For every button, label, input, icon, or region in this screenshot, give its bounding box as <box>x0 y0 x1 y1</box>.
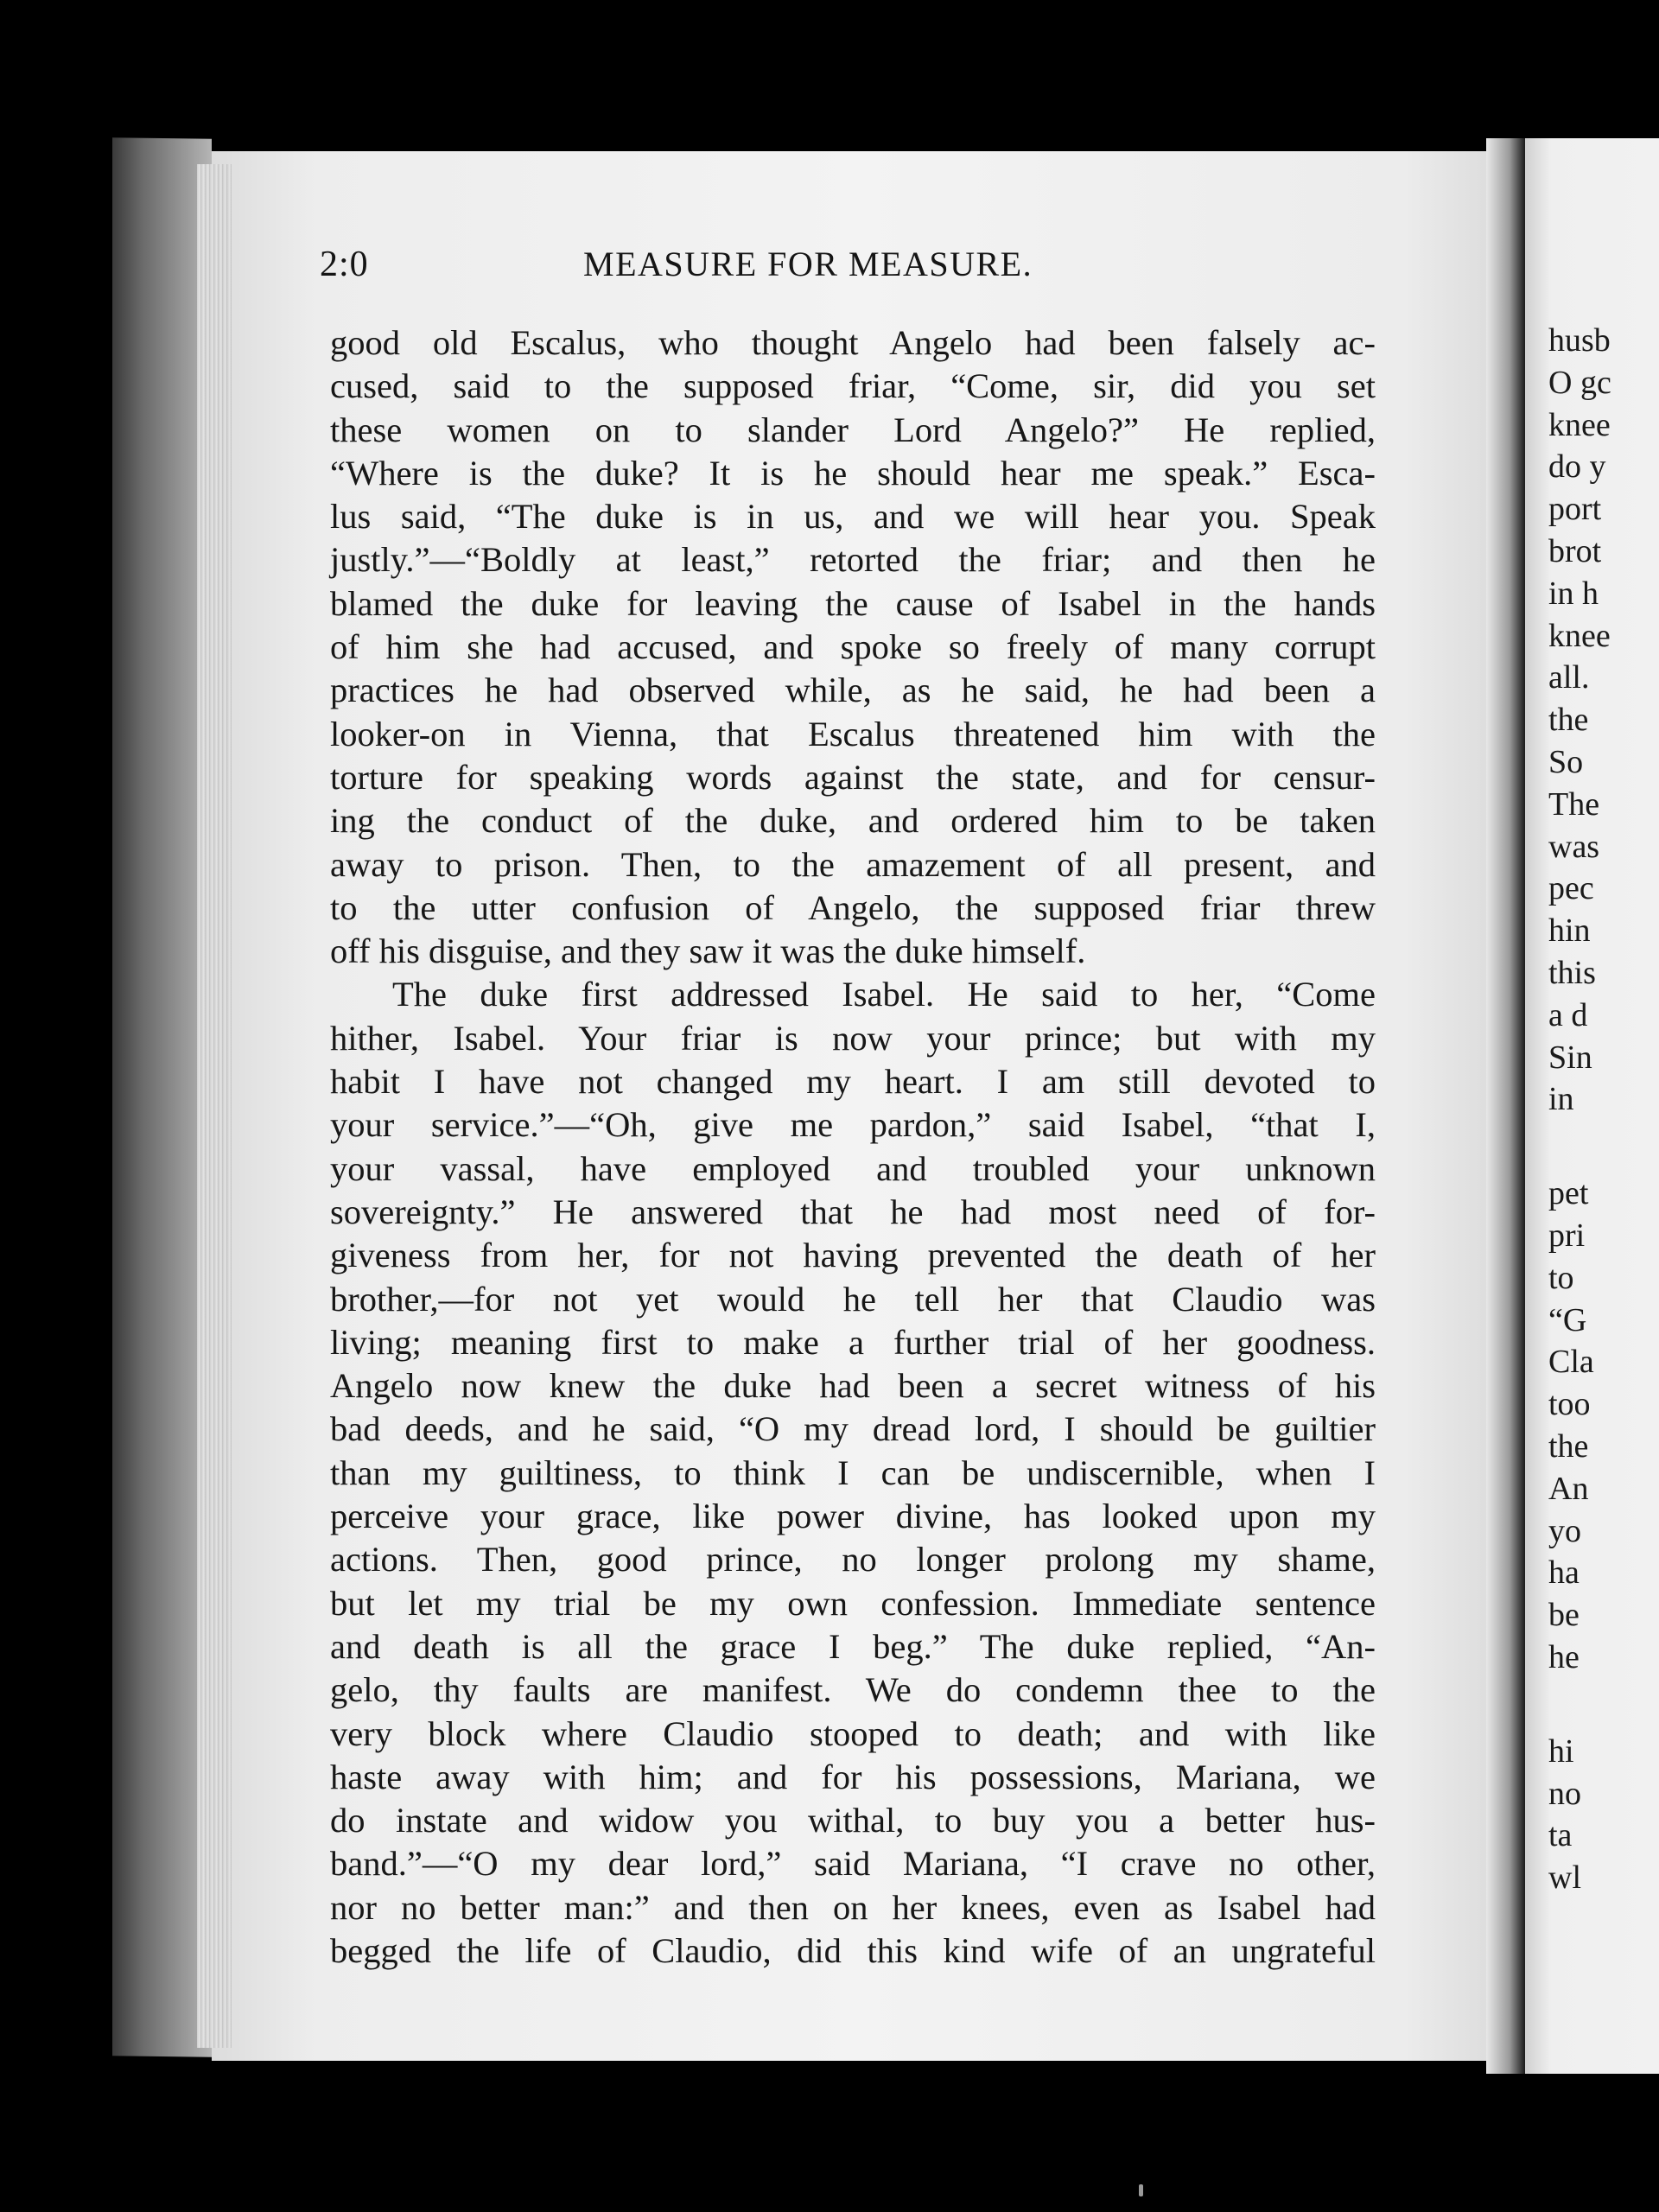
right-page-fragment: ta <box>1548 1817 1573 1854</box>
body-text <box>330 321 1376 1973</box>
right-page-fragment: hin <box>1548 912 1591 950</box>
right-page-fragment: brot <box>1548 532 1602 569</box>
text-line: good old Escalus, who thought Angelo had been falsely ac- <box>330 323 1376 362</box>
text-line: torture for speaking words against the state, and for censur- <box>330 757 1376 797</box>
page-number: 2:0 <box>320 245 369 284</box>
book-gutter <box>1486 138 1525 2074</box>
right-page-fragment: “G <box>1548 1301 1587 1338</box>
right-page-fragment: was <box>1548 828 1600 865</box>
right-page-fragment: all. <box>1548 659 1590 696</box>
text-line: hither, Isabel. Your friar is now your prince; but with my <box>330 1018 1376 1058</box>
scan-speck <box>1139 2184 1143 2196</box>
text-line: cused, said to the supposed friar, “Come, sir, did you set <box>330 366 1376 406</box>
text-line: your service.”—“Oh, give me pardon,” said Isabel, “that I, <box>330 1105 1376 1145</box>
text-line: haste away with him; and for his possessions, Mariana, we <box>330 1757 1376 1796</box>
right-page-fragment: in h <box>1548 575 1599 612</box>
text-line: ing the conduct of the duke, and ordered him to be taken <box>330 801 1376 841</box>
running-title: MEASURE FOR MEASURE. <box>583 245 1033 283</box>
text-line: nor no better man:” and then on her knees, even as Isabel had <box>330 1887 1376 1927</box>
right-page-fragment: yo <box>1548 1512 1581 1549</box>
text-line: looker-on in Vienna, that Escalus threatened him with the <box>330 714 1376 753</box>
right-page-fragment: be <box>1548 1597 1580 1634</box>
page-block-edge <box>197 164 232 2048</box>
text-line: perceive your grace, like power divine, has looked upon my <box>330 1497 1376 1536</box>
text-line: away to prison. Then, to the amazement of all present, and <box>330 844 1376 884</box>
paragraph-gap <box>1548 1679 1659 1731</box>
text-line: than my guiltiness, to think I can be undiscernible, when I <box>330 1452 1376 1492</box>
text-line: begged the life of Claudio, did this kind wife of an ungrateful <box>330 1930 1376 1970</box>
text-line: lus said, “The duke is in us, and we will hear you. Speak <box>330 497 1376 537</box>
text-line: of him she had accused, and spoke so freely of many corrupt <box>330 627 1376 667</box>
right-page-fragment: in <box>1548 1081 1574 1118</box>
right-page-fragment: So <box>1548 743 1584 780</box>
text-line: actions. Then, good prince, no longer prolong my shame, <box>330 1540 1376 1580</box>
right-page-fragment: this <box>1548 954 1596 991</box>
right-page-fragment: knee <box>1548 617 1611 654</box>
text-line: gelo, thy faults are manifest. We do condemn thee to the <box>330 1670 1376 1710</box>
right-page-fragment: pet <box>1548 1175 1589 1212</box>
text-line: sovereignty.” He answered that he had most need of for- <box>330 1192 1376 1231</box>
text-line: bad deeds, and he said, “O my dread lord, I should be guiltier <box>330 1409 1376 1449</box>
text-line: habit I have not changed my heart. I am still devoted to <box>330 1062 1376 1102</box>
right-page-fragment: wl <box>1548 1859 1581 1897</box>
text-line: off his disguise, and they saw it was the duke himself. <box>330 931 1086 971</box>
right-page-fragment: port <box>1548 491 1602 528</box>
right-page-fragment: O gc <box>1548 364 1611 401</box>
right-page-fragment: too <box>1548 1386 1591 1423</box>
right-page-fragment: ha <box>1548 1554 1580 1592</box>
paragraph-gap <box>1548 1121 1659 1173</box>
right-page-fragment: Cla <box>1548 1344 1594 1381</box>
right-page-text <box>1548 320 1659 1899</box>
text-line: and death is all the grace I beg.” The duke replied, “An- <box>330 1626 1376 1666</box>
text-line: these women on to slander Lord Angelo?” He replied, <box>330 410 1376 449</box>
text-line: blamed the duke for leaving the cause of Isabel in the hands <box>330 583 1376 623</box>
right-page-fragment: he <box>1548 1638 1580 1675</box>
right-page-fragment: to <box>1548 1259 1574 1296</box>
right-page-fragment: The <box>1548 785 1600 823</box>
right-page-fragment: Sin <box>1548 1039 1592 1076</box>
text-line: practices he had observed while, as he said, he had been a <box>330 671 1376 710</box>
right-page-fragment: do y <box>1548 448 1606 486</box>
text-line: living; meaning first to make a further trial of her goodness. <box>330 1322 1376 1362</box>
right-page-fragment: hi <box>1548 1732 1574 1770</box>
right-page-fragment: the <box>1548 1427 1589 1465</box>
right-page-fragment: a d <box>1548 996 1588 1033</box>
text-line: band.”—“O my dear lord,” said Mariana, “I crave no other, <box>330 1844 1376 1884</box>
right-page-fragment: An <box>1548 1470 1589 1507</box>
right-page-fragment: pri <box>1548 1217 1586 1254</box>
right-page-fragment: knee <box>1548 406 1611 443</box>
text-line: your vassal, have employed and troubled your unknown <box>330 1148 1376 1188</box>
text-line: “Where is the duke? It is he should hear me speak.” Esca- <box>330 453 1376 493</box>
right-page-fragment: husb <box>1548 322 1611 359</box>
text-line: giveness from her, for not having prevented the death of her <box>330 1236 1376 1275</box>
right-page-fragment: pec <box>1548 870 1594 907</box>
text-line: Angelo now knew the duke had been a secret witness of his <box>330 1366 1376 1406</box>
right-page-fragment: no <box>1548 1775 1581 1812</box>
text-line: but let my trial be my own confession. Immediate sentence <box>330 1583 1376 1623</box>
text-line: to the utter confusion of Angelo, the supposed friar threw <box>330 887 1376 927</box>
text-line: very block where Claudio stooped to death; and with like <box>330 1713 1376 1753</box>
right-page-fragment: the <box>1548 702 1589 739</box>
text-line: The duke first addressed Isabel. He said to her, “Come <box>392 975 1376 1014</box>
text-line: justly.”—“Boldly at least,” retorted the friar; and then he <box>330 540 1376 580</box>
text-line: brother,—for not yet would he tell her that Claudio was <box>330 1279 1376 1319</box>
page-header <box>320 244 1374 296</box>
text-line: do instate and widow you withal, to buy you a better hus- <box>330 1801 1376 1840</box>
